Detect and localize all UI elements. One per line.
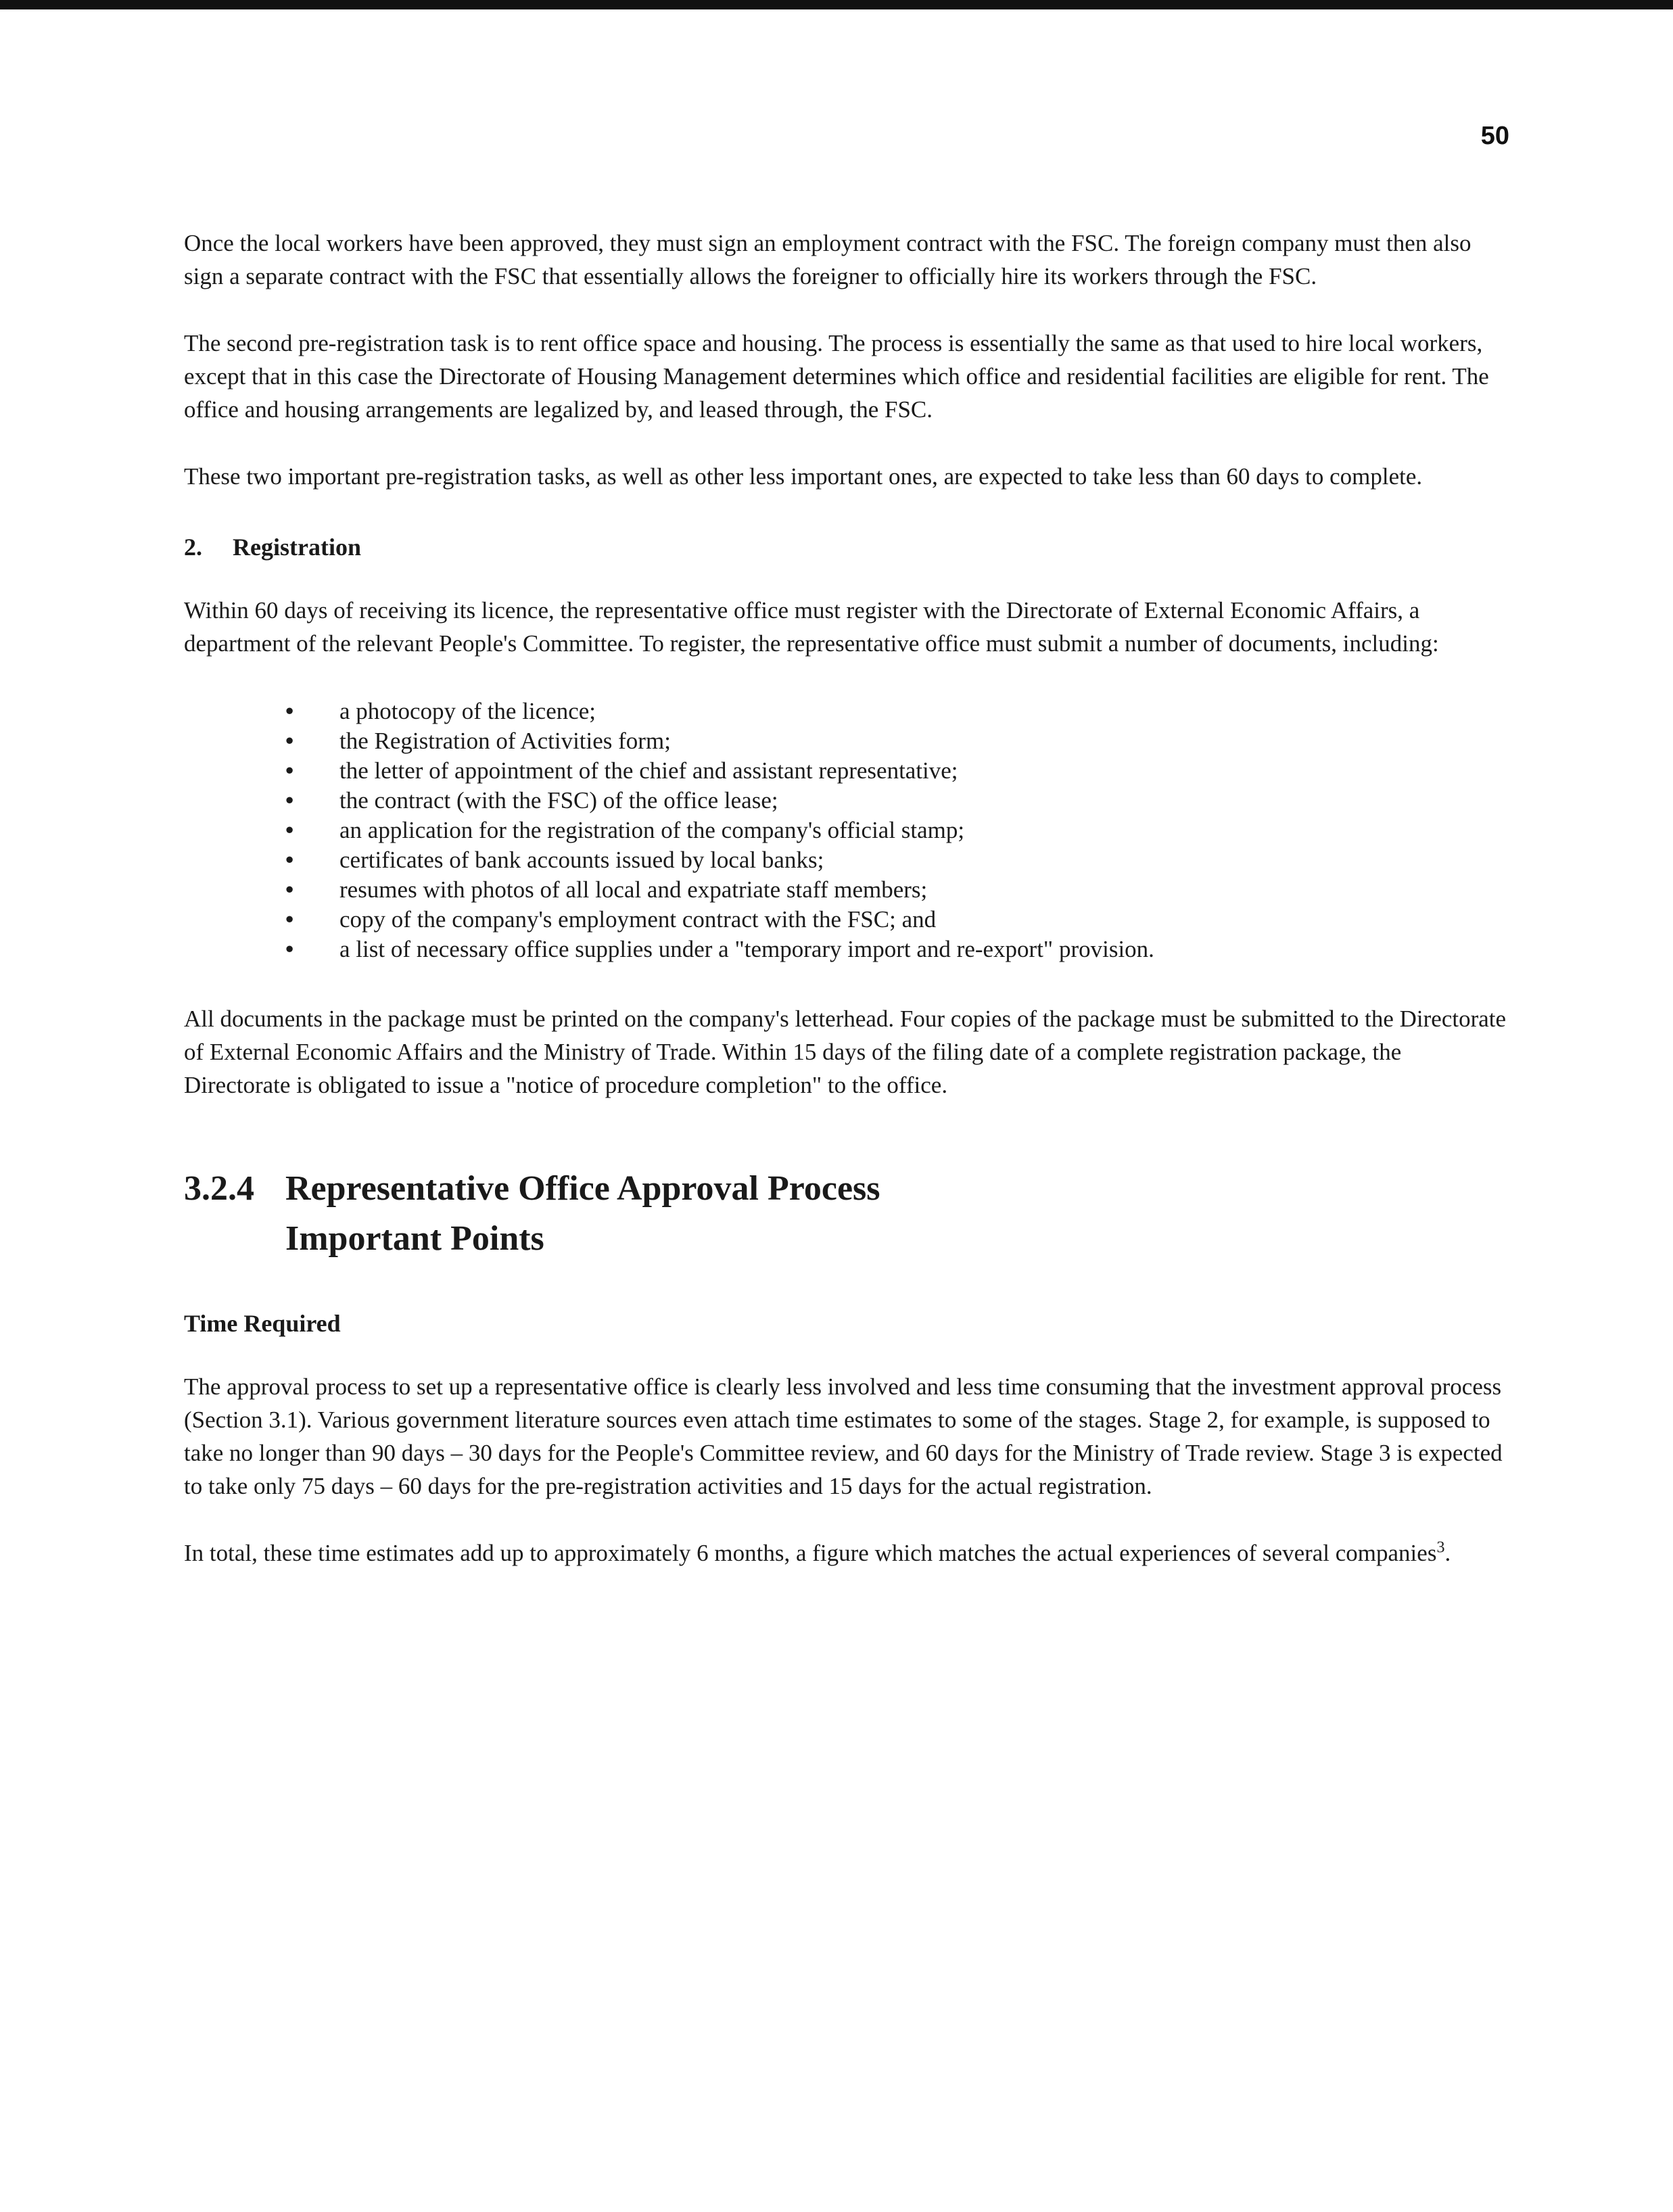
page-number: 50 bbox=[1480, 122, 1509, 150]
bullet-icon: • bbox=[285, 906, 294, 933]
bullet-icon: • bbox=[285, 876, 294, 903]
list-item: • certificates of bank accounts issued by local banks; bbox=[285, 845, 1509, 875]
scan-top-border bbox=[0, 0, 1673, 9]
paragraph-pre-registration-duration: These two important pre-registration tasks, as well as other less important ones, are expected to take less than 60 days to complete. bbox=[184, 463, 1423, 490]
section-number: 3.2.4 bbox=[184, 1169, 254, 1208]
paragraph-employment-contract: Once the local workers have been approved, they must sign an employment contract with the FSC. The foreign company must then also sign a separate contract with the FSC that essentially allows the foreigner to officially hire its workers through the FSC. bbox=[184, 230, 1471, 289]
list-item: • the Registration of Activities form; bbox=[285, 726, 1509, 756]
bullet-icon: • bbox=[285, 847, 294, 873]
section-title-line2: Important Points bbox=[285, 1219, 544, 1258]
paragraph-office-housing: The second pre-registration task is to rent office space and housing. The process is essentially the same as that used to hire local workers, except that in this case the Directorate of Housing Management determines which office and residential facilities are eligible for rent. The office and housing arrangements are legalized by, and leased through, the FSC. bbox=[184, 330, 1489, 423]
list-item: • the letter of appointment of the chief and assistant representative; bbox=[285, 756, 1509, 786]
registration-closing: All documents in the package must be printed on the company's letterhead. Four copies of the package must be submitted to the Directorate of External Economic Affairs and the Ministry of Trade. Within 15 days of the filing date of a complete registration package, the Directorate is obligated to issue a "notice of procedure completion" to the office. bbox=[184, 1006, 1507, 1098]
list-item: • a photocopy of the licence; bbox=[285, 697, 1509, 726]
section-title-line1: Representative Office Approval Process bbox=[285, 1169, 880, 1208]
list-item: • copy of the company's employment contract with the FSC; and bbox=[285, 905, 1509, 935]
bullet-icon: • bbox=[285, 698, 294, 724]
registration-heading bbox=[184, 531, 1509, 564]
bullet-icon: • bbox=[285, 757, 294, 784]
bullet-icon: • bbox=[285, 817, 294, 843]
bullet-icon: • bbox=[285, 787, 294, 814]
required-documents-list bbox=[184, 697, 1509, 964]
bullet-icon: • bbox=[285, 936, 294, 962]
list-item: • a list of necessary office supplies under a "temporary import and re-export" provision. bbox=[285, 935, 1509, 964]
list-item: • resumes with photos of all local and expatriate staff members; bbox=[285, 875, 1509, 905]
time-required-heading: Time Required bbox=[184, 1310, 341, 1337]
time-required-paragraph: The approval process to set up a representative office is clearly less involved and less time consuming that the investment approval process (Section 3.1). Various government literature sources even attach time estimates to some of the stages. Stage 2, for example, is supposed to take no longer than 90 days – 30 days for the People's Committee review, and 60 days for the Ministry of Trade review. Stage 3 is expected to take only 75 days – 60 days for the pre-registration activities and 15 days for the actual registration. bbox=[184, 1373, 1503, 1499]
time-total-paragraph: In total, these time estimates add up to approximately 6 months, a figure which matches the actual experiences of several companies$^3$. bbox=[184, 1538, 1451, 1566]
document-body bbox=[184, 227, 1509, 1603]
list-item: • an application for the registration of the company's official stamp; bbox=[285, 816, 1509, 845]
section-heading bbox=[184, 1164, 1509, 1264]
registration-heading-text: Registration bbox=[233, 534, 361, 561]
registration-heading-number: 2. bbox=[184, 534, 202, 561]
bullet-icon: • bbox=[285, 728, 294, 754]
footnote-reference: 3 bbox=[1436, 1538, 1445, 1557]
list-item: • the contract (with the FSC) of the office lease; bbox=[285, 786, 1509, 816]
registration-intro: Within 60 days of receiving its licence, the representative office must register with the Directorate of External Economic Affairs, a department of the relevant People's Committee. To register, the representative office must submit a number of documents, including: bbox=[184, 597, 1439, 657]
